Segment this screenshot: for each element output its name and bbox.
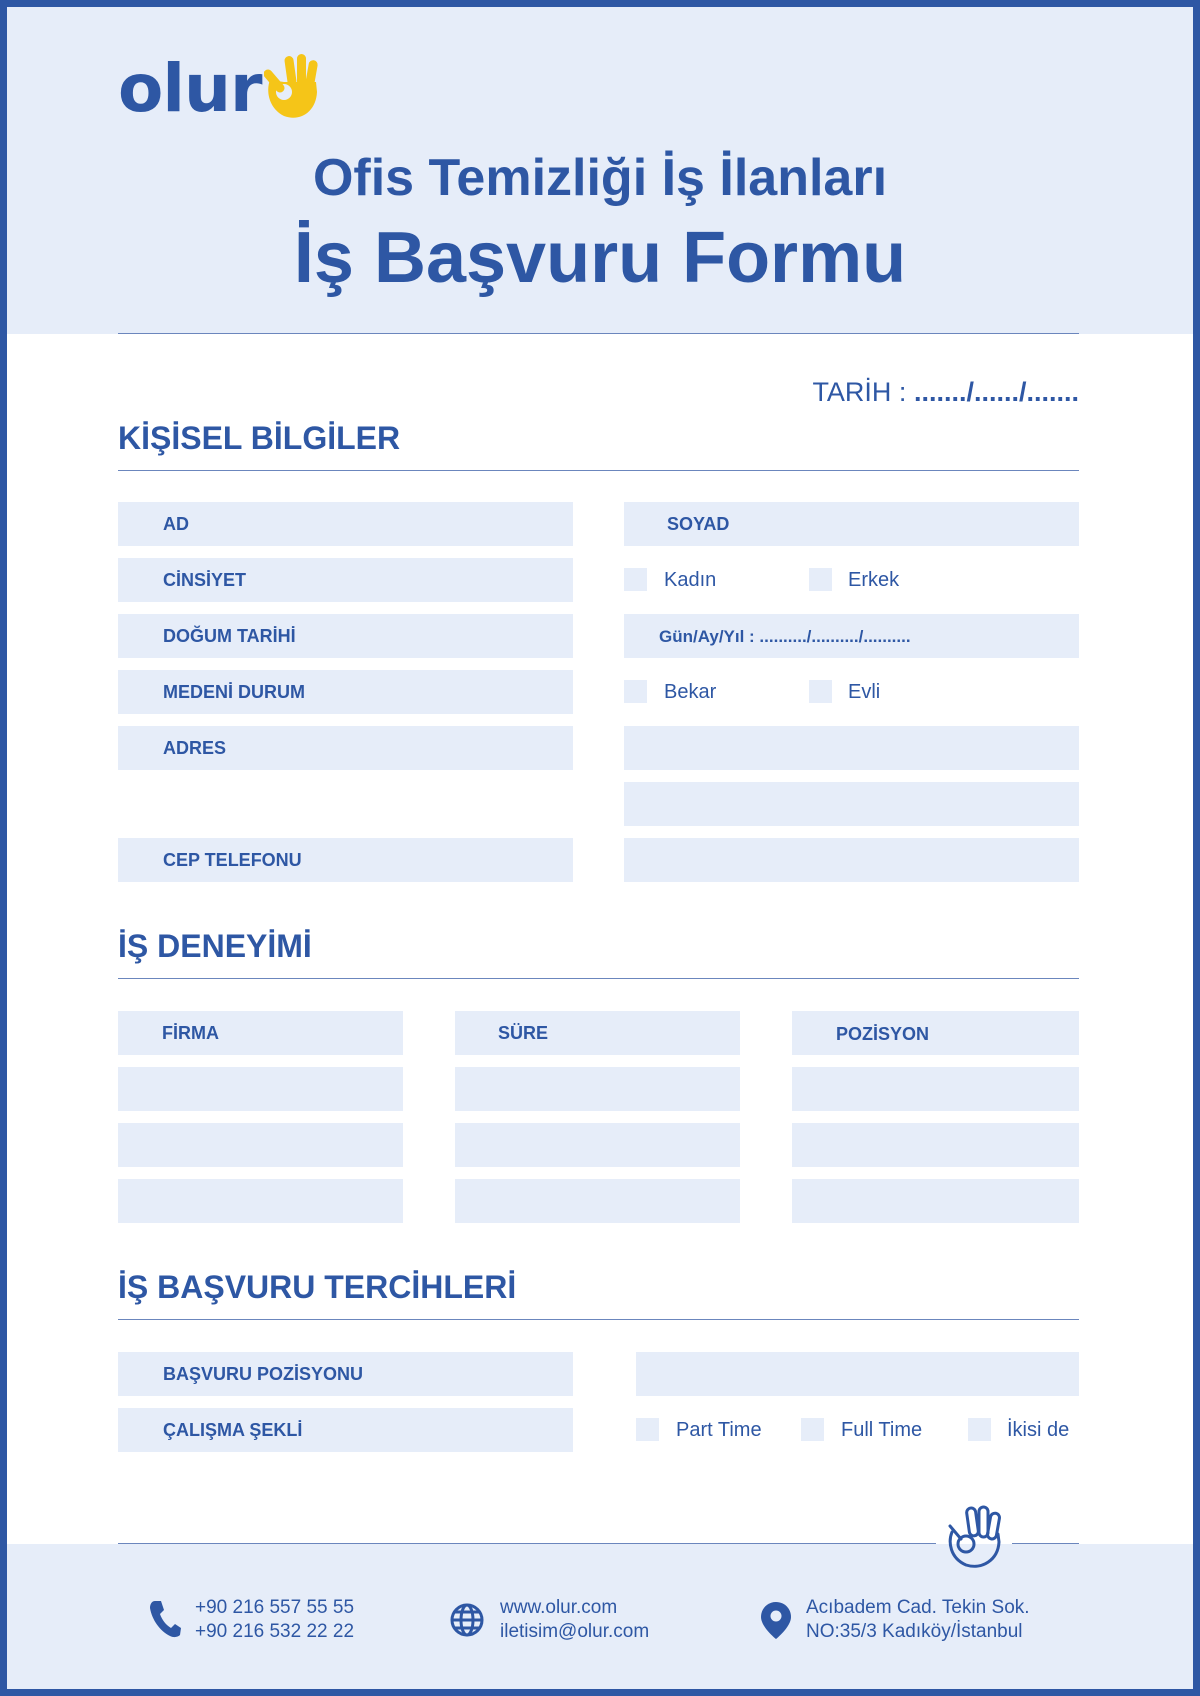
firma-header-box bbox=[118, 1011, 403, 1055]
bekar-option-label: Bekar bbox=[664, 681, 717, 703]
firma-cell-row2[interactable] bbox=[118, 1123, 403, 1167]
medeni-label: MEDENİ DURUM bbox=[163, 682, 305, 702]
ikisi-de-option-label: İkisi de bbox=[1007, 1419, 1070, 1441]
footer-website[interactable]: www.olur.com bbox=[500, 1597, 618, 1618]
olur-logo bbox=[118, 50, 320, 127]
basvuru-pozisyon-field[interactable] bbox=[636, 1352, 1079, 1396]
firma-header: FİRMA bbox=[162, 1023, 219, 1043]
location-pin-icon bbox=[759, 1600, 793, 1640]
header-divider bbox=[118, 333, 1079, 334]
cinsiyet-label: CİNSİYET bbox=[163, 570, 247, 590]
ikisi-de-checkbox[interactable] bbox=[968, 1418, 991, 1441]
form-subtitle: Ofis Temizliği İş İlanları bbox=[312, 149, 888, 207]
date-value: ......./....../....... bbox=[913, 377, 1079, 407]
footer-email[interactable]: iletisim@olur.com bbox=[500, 1621, 650, 1642]
kadin-checkbox[interactable] bbox=[624, 568, 647, 591]
logo-wordmark: olur bbox=[118, 50, 262, 127]
bekar-checkbox[interactable] bbox=[624, 680, 647, 703]
form-title: İş Başvuru Formu bbox=[293, 218, 907, 298]
dogum-format: Gün/Ay/Yıl : ........../........../.......... bbox=[659, 627, 911, 646]
footer-phone-1[interactable]: +90 216 557 55 55 bbox=[195, 1597, 355, 1618]
firma-cell-row1[interactable] bbox=[118, 1067, 403, 1111]
adres-field-line2[interactable] bbox=[624, 782, 1079, 826]
adres-label: ADRES bbox=[163, 738, 227, 758]
footer-phone-2[interactable]: +90 216 532 22 22 bbox=[195, 1621, 355, 1642]
section-title-personal: KİŞİSEL BİLGİLER bbox=[118, 420, 401, 456]
date-label: TARİH : bbox=[812, 377, 907, 407]
footer-divider-left bbox=[118, 1543, 936, 1544]
cep-label: CEP TELEFONU bbox=[163, 850, 302, 870]
full-time-option-label: Full Time bbox=[841, 1419, 923, 1441]
full-time-checkbox[interactable] bbox=[801, 1418, 824, 1441]
pozisyon-cell-row1[interactable] bbox=[792, 1067, 1079, 1111]
ad-label: AD bbox=[163, 514, 189, 534]
cep-field[interactable] bbox=[624, 838, 1079, 882]
dogum-label: DOĞUM TARİHİ bbox=[163, 626, 296, 646]
part-time-option-label: Part Time bbox=[676, 1419, 762, 1441]
pozisyon-header: POZİSYON bbox=[836, 1024, 930, 1044]
pozisyon-cell-row3[interactable] bbox=[792, 1179, 1079, 1223]
footer-divider-right bbox=[1012, 1543, 1079, 1544]
erkek-option-label: Erkek bbox=[848, 569, 900, 591]
sure-cell-row1[interactable] bbox=[455, 1067, 740, 1111]
section-divider-preferences bbox=[118, 1319, 1079, 1320]
ok-hand-icon bbox=[946, 1504, 1004, 1568]
footer-address-1: Acıbadem Cad. Tekin Sok. bbox=[806, 1597, 1030, 1618]
section-title-experience: İŞ DENEYİMİ bbox=[118, 928, 312, 964]
adres-field-line1[interactable] bbox=[624, 726, 1079, 770]
pozisyon-cell-row2[interactable] bbox=[792, 1123, 1079, 1167]
date-field[interactable] bbox=[812, 377, 1079, 408]
phone-icon bbox=[148, 1598, 182, 1638]
footer-address-2: NO:35/3 Kadıköy/İstanbul bbox=[806, 1621, 1023, 1642]
ok-hand-icon bbox=[264, 50, 320, 120]
section-title-preferences: İŞ BAŞVURU TERCİHLERİ bbox=[118, 1269, 517, 1305]
firma-cell-row3[interactable] bbox=[118, 1179, 403, 1223]
part-time-checkbox[interactable] bbox=[636, 1418, 659, 1441]
basvuru-pozisyon-label: BAŞVURU POZİSYONU bbox=[163, 1364, 364, 1384]
sure-header: SÜRE bbox=[498, 1023, 549, 1043]
erkek-checkbox[interactable] bbox=[809, 568, 832, 591]
sure-cell-row3[interactable] bbox=[455, 1179, 740, 1223]
evli-option-label: Evli bbox=[848, 681, 881, 703]
soyad-label: SOYAD bbox=[667, 514, 730, 534]
kadin-option-label: Kadın bbox=[664, 569, 717, 591]
sure-cell-row2[interactable] bbox=[455, 1123, 740, 1167]
calisma-sekli-label: ÇALIŞMA ŞEKLİ bbox=[163, 1420, 303, 1440]
section-divider-personal bbox=[118, 470, 1079, 471]
section-divider-experience bbox=[118, 978, 1079, 979]
globe-icon bbox=[450, 1600, 484, 1640]
evli-checkbox[interactable] bbox=[809, 680, 832, 703]
